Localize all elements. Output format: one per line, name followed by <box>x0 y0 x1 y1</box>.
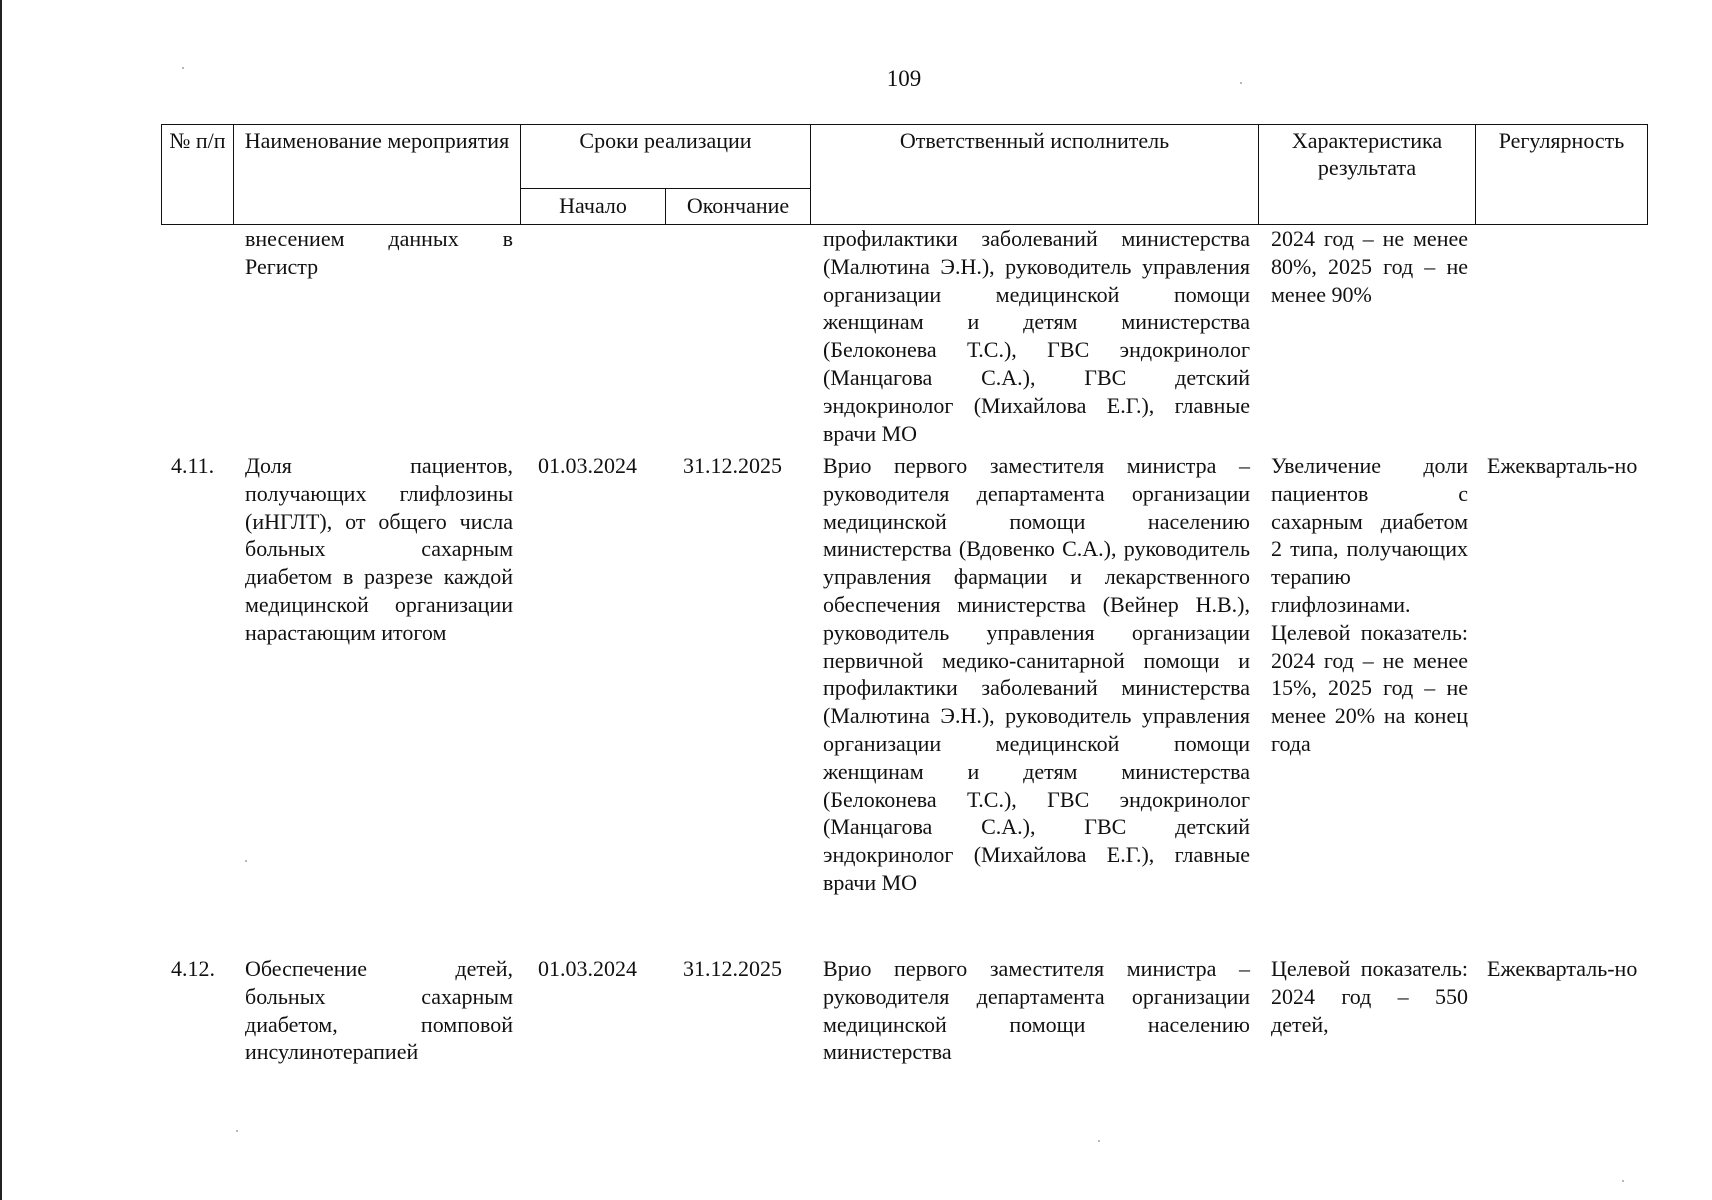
header-timeline: Сроки реализации <box>521 125 811 189</box>
row-name: Доля пациентов, получающих глифлозины (иНГЛТ), от общего числа больных сахарным диабетом в разрезе каждой медицинской организации нарастающим итогом <box>245 453 513 645</box>
table-row <box>161 452 1647 952</box>
header-num: № п/п <box>162 125 234 225</box>
row-name: внесением данных в Регистр <box>245 226 513 279</box>
scan-speck <box>1098 1140 1100 1142</box>
row-name: Обеспечение детей, больных сахарным диабетом, помповой инсулинотерапией <box>245 956 513 1065</box>
row-num: 4.12. <box>171 956 215 981</box>
scan-speck <box>182 67 184 69</box>
row-responsible: профилактики заболеваний министерства (Малютина Э.Н.), руководитель управления организации медицинской помощи женщинам и детям министерства (Белоконева Т.С.), ГВС эндокринолог (Манцагова С.А.), ГВС детский эндокринолог (Михайлова Е.Г.), главные врачи МО <box>823 226 1250 446</box>
row-responsible: Врио первого заместителя министра – руководителя департамента организации медицинской помощи населению министерства <box>823 956 1250 1065</box>
row-end: 31.12.2025 <box>683 453 782 478</box>
row-characteristic: Увеличение доли пациентов с сахарным диабетом 2 типа, получающих терапию глифлозинами. Целевой показатель: 2024 год – не менее 15%, 2025 год – не менее 20% на конец года <box>1271 453 1468 756</box>
header-regularity: Регулярность <box>1476 125 1648 225</box>
row-start: 01.03.2024 <box>538 956 637 981</box>
row-characteristic: Целевой показатель: 2024 год – 550 детей, <box>1271 956 1468 1037</box>
table-header <box>161 124 1648 225</box>
row-start: 01.03.2024 <box>538 453 637 478</box>
scan-speck <box>1240 82 1242 84</box>
page-number: 109 <box>886 66 922 91</box>
scan-speck <box>236 1130 238 1132</box>
row-regularity: Ежекварталь-но <box>1487 453 1638 478</box>
header-start: Начало <box>521 189 666 225</box>
page-left-edge <box>0 0 2 1200</box>
table-row <box>161 955 1647 1085</box>
row-end: 31.12.2025 <box>683 956 782 981</box>
header-name: Наименование мероприятия <box>234 125 521 225</box>
row-characteristic: 2024 год – не менее 80%, 2025 год – не менее 90% <box>1271 226 1468 307</box>
row-num: 4.11. <box>171 453 215 478</box>
scan-speck <box>1622 1180 1624 1182</box>
header-responsible: Ответственный исполнитель <box>811 125 1259 225</box>
header-characteristic: Характеристика результата <box>1259 125 1476 225</box>
row-responsible: Врио первого заместителя министра – руководителя департамента организации медицинской помощи населению министерства (Вдовенко С.А.), руководитель управления фармации и лекарственного обеспечения министерства (Вейнер Н.В.), руководитель управления организации первичной медико-санитарной помощи и профилактики заболеваний министерства (Малютина Э.Н.), руководитель управления организации медицинской помощи женщинам и детям министерства (Белоконева Т.С.), ГВС эндокринолог (Манцагова С.А.), ГВС детский эндокринолог (Михайлова Е.Г.), главные врачи МО <box>823 453 1250 895</box>
row-regularity: Ежекварталь-но <box>1487 956 1638 981</box>
table-row <box>161 225 1647 447</box>
header-end: Окончание <box>666 189 811 225</box>
scan-speck <box>245 860 247 862</box>
